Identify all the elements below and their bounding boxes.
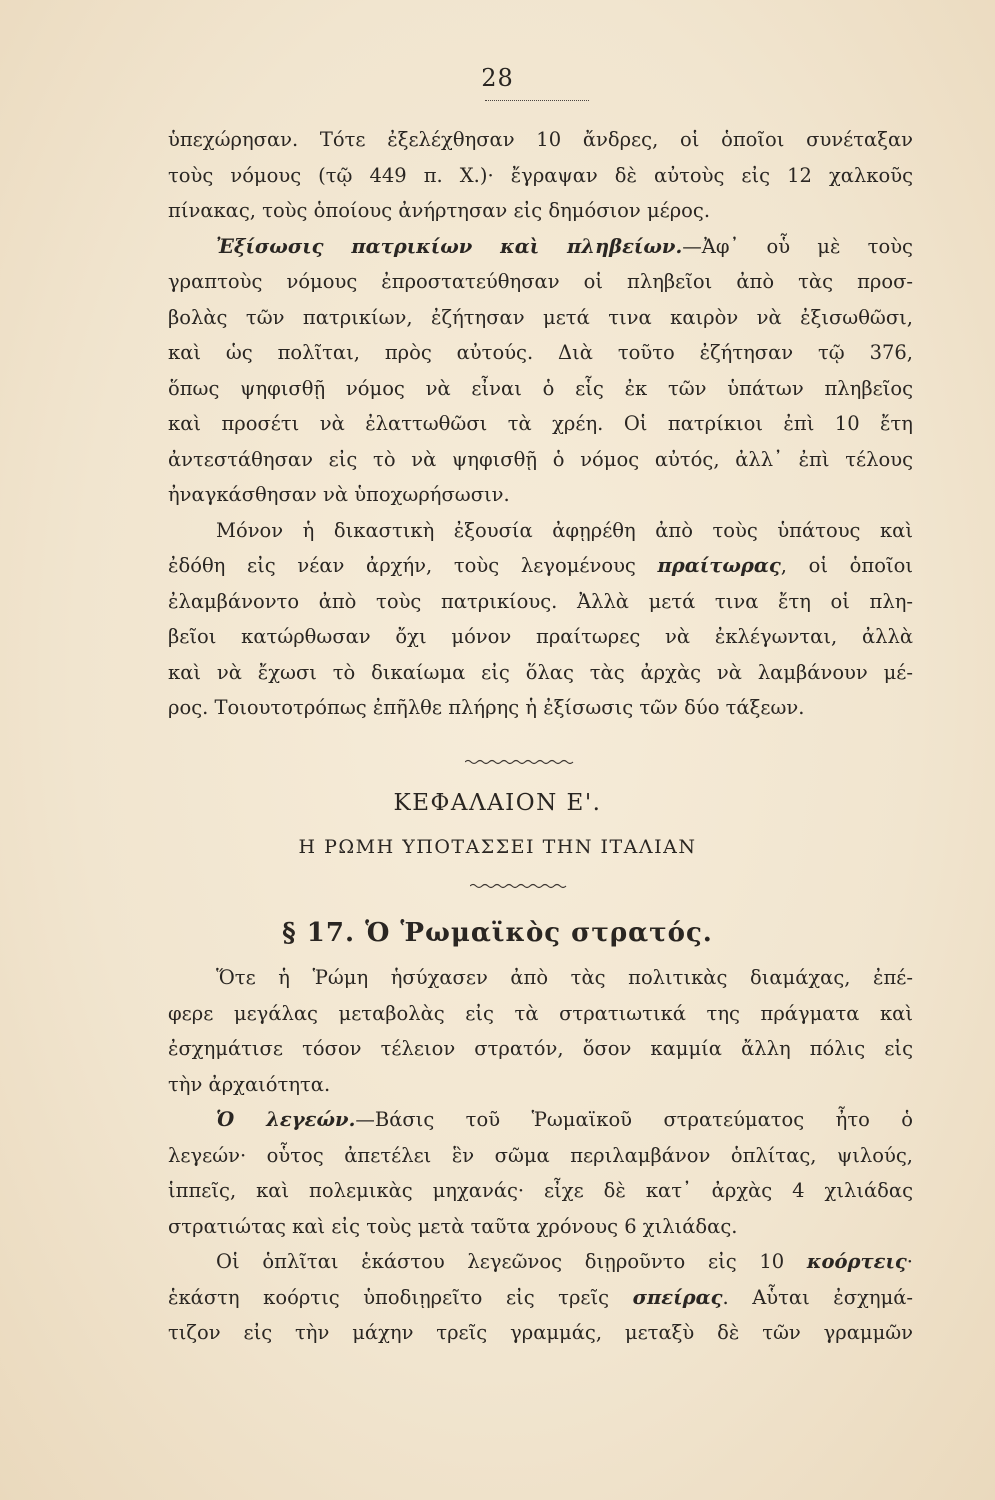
text-line: τοὺς νόμους (τῷ 449 π. Χ.)· ἔγραψαν δὲ αὐτοὺς εἰς 12 χαλκοῦς	[168, 163, 913, 187]
inline-heading: Ὁ λεγεών.	[216, 1108, 356, 1131]
paragraph-heading-line	[168, 1102, 913, 1138]
text-line	[168, 548, 913, 584]
text-line	[168, 1280, 913, 1316]
text-line: τιζον εἰς τὴν μάχην τρεῖς γραμμάς, μεταξὺ δὲ τῶν γραμμῶν	[168, 1321, 913, 1344]
text-span: , οἱ ὁποῖοι	[780, 554, 913, 577]
text-line: Ὅτε ἡ Ῥώμη ἡσύχασεν ἀπὸ τὰς πολιτικὰς διαμάχας, ἐπέ-	[216, 966, 913, 989]
text-line: φερε μεγάλας μεταβολὰς εἰς τὰ στρατιωτικά της πράγματα καὶ	[168, 1001, 913, 1025]
text-line: λεγεών· οὗτος ἀπετέλει ἓν σῶμα περιλαμβάνον ὁπλίτας, ψιλούς,	[168, 1143, 913, 1167]
text-line: ρος. Τοιουτοτρόπως ἐπῆλθε πλήρης ἡ ἐξίσωσις τῶν δύο τάξεων.	[168, 696, 805, 719]
wavy-divider-ornament	[470, 882, 570, 890]
emphasis-term: σπείρας	[632, 1285, 723, 1309]
chapter-title: ΚΕΦΑΛΑΙΟΝ Ε'.	[393, 790, 602, 816]
emphasis-term: κοόρτεις	[806, 1250, 907, 1273]
section-title: § 17. Ὁ Ῥωμαϊκὸς στρατός.	[282, 918, 713, 948]
text-line: ἐσχημάτισε τόσον τέλειον στρατόν, ὅσον καμμία ἄλλη πόλις εἰς	[168, 1037, 913, 1060]
text-line: ἀντεστάθησαν εἰς τὸ νὰ ψηφισθῇ ὁ νόμος αὐτός, ἀλλ᾽ ἐπὶ τέλους	[168, 447, 913, 471]
text-span: —Ἀφ᾽ οὗ μὲ τοὺς	[682, 234, 913, 258]
text-line: καὶ προσέτι νὰ ἐλαττωθῶσι τὰ χρέη. Οἱ πατρίκιοι ἐπὶ 10 ἔτη	[168, 412, 913, 435]
text-span: —Βάσις τοῦ Ῥωμαϊκοῦ στρατεύματος ἦτο ὁ	[355, 1108, 913, 1131]
inline-heading: Ἐξίσωσις πατρικίων καὶ πληβείων.	[216, 234, 683, 258]
top-text-block	[168, 122, 913, 726]
text-line: γραπτοὺς νόμους ἐπροστατεύθησαν οἱ πληβεῖοι ἀπὸ τὰς προσ-	[168, 270, 913, 293]
text-line: καὶ νὰ ἔχωσι τὸ δικαίωμα εἰς ὅλας τὰς ἀρχὰς νὰ λαμβάνουν μέ-	[168, 660, 913, 684]
text-line: ὑπεχώρησαν. Τότε ἐξελέχθησαν 10 ἄνδρες, οἱ ὁποῖοι συνέταξαν	[168, 128, 913, 151]
text-line: καὶ ὡς πολῖται, πρὸς αὐτούς. Διὰ τοῦτο ἐζήτησαν τῷ 376,	[168, 341, 913, 364]
text-line: ὅπως ψηφισθῇ νόμος νὰ εἶναι ὁ εἷς ἐκ τῶν ὑπάτων πληβεῖος	[168, 376, 913, 400]
page-number: 28	[481, 64, 514, 92]
text-line: τὴν ἀρχαιότητα.	[168, 1072, 331, 1096]
text-span: Οἱ ὁπλῖται ἑκάστου λεγεῶνος διῃροῦντο εἰς 10	[216, 1250, 807, 1273]
text-span: ἑκάστη κοόρτις ὑποδιῃρεῖτο εἰς τρεῖς	[168, 1285, 633, 1309]
text-line: βεῖοι κατώρθωσαν ὄχι μόνον πραίτωρες νὰ ἐκλέγωνται, ἀλλὰ	[168, 625, 913, 648]
text-line: ἠναγκάσθησαν νὰ ὑποχωρήσωσιν.	[168, 483, 510, 506]
paragraph-heading-line	[168, 229, 913, 265]
text-span: ·	[906, 1250, 913, 1273]
text-line: πίνακας, τοὺς ὁποίους ἀνήρτησαν εἰς δημόσιον μέρος.	[168, 199, 711, 222]
emphasis-term: πραίτωρας	[657, 554, 781, 577]
bottom-text-block	[168, 960, 913, 1351]
text-line: ἐλαμβάνοντο ἀπὸ τοὺς πατρικίους. Ἀλλὰ μετά τινα ἔτη οἱ πλη-	[168, 589, 913, 613]
text-line: στρατιώτας καὶ εἰς τοὺς μετὰ ταῦτα χρόνους 6 χιλιάδας.	[168, 1214, 738, 1238]
text-line: βολὰς τῶν πατρικίων, ἐζήτησαν μετά τινα καιρὸν νὰ ἐξισωθῶσι,	[168, 305, 913, 329]
page-number-rule	[485, 100, 589, 101]
text-line: ἱππεῖς, καὶ πολεμικὰς μηχανάς· εἶχε δὲ κατ᾽ ἀρχὰς 4 χιλιάδας	[168, 1179, 913, 1202]
chapter-subtitle: Η ΡΩΜΗ ΥΠΟΤΑΣΣΕΙ ΤΗΝ ΙΤΑΛΙΑΝ	[298, 836, 697, 858]
text-line	[168, 1244, 913, 1280]
text-line: Μόνον ἡ δικαστικὴ ἐξουσία ἀφῃρέθη ἀπὸ τοὺς ὑπάτους καὶ	[216, 518, 913, 542]
text-span: . Αὗται ἐσχημά-	[722, 1285, 913, 1309]
wavy-divider-ornament	[465, 758, 575, 766]
text-span: ἐδόθη εἰς νέαν ἀρχήν, τοὺς λεγομένους	[168, 554, 658, 577]
